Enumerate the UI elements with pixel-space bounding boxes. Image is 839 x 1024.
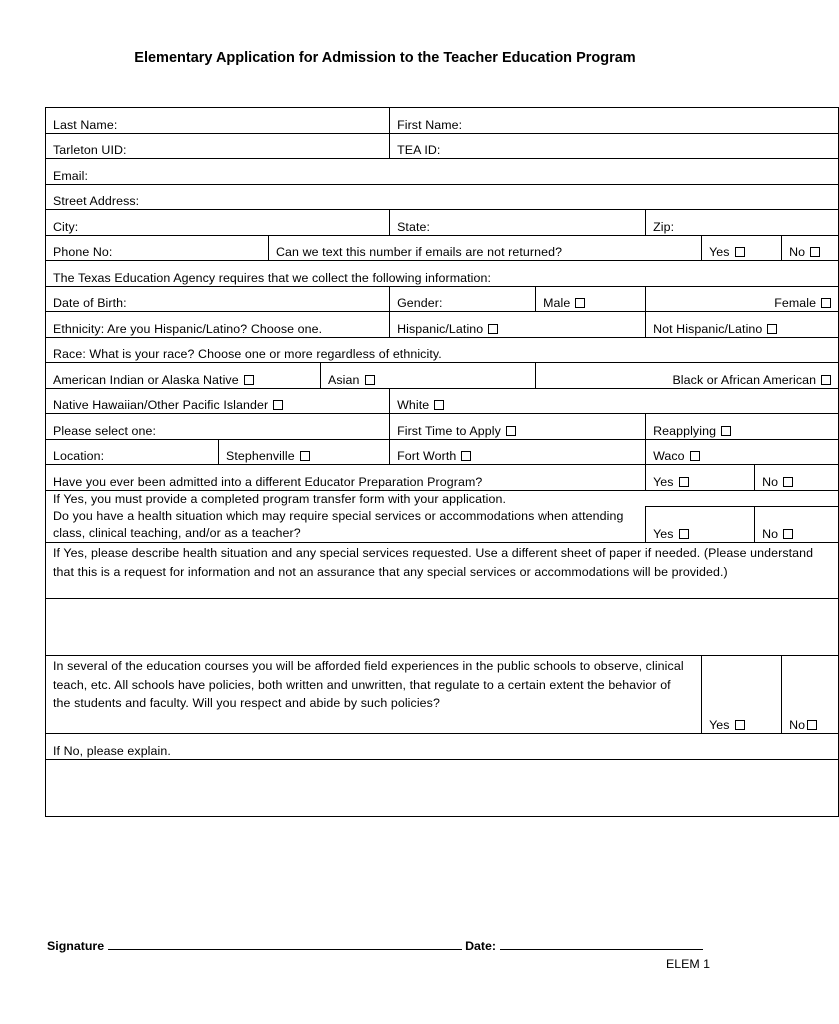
- form-title: Elementary Application for Admission to the Teacher Education Program: [134, 50, 636, 66]
- checkbox-icon[interactable]: [783, 477, 793, 487]
- checkbox-icon[interactable]: [679, 529, 689, 539]
- signature-label: Signature: [47, 939, 105, 953]
- location-label: Location:: [46, 439, 219, 465]
- health-describe-area[interactable]: [46, 599, 839, 656]
- policies-no-option[interactable]: [782, 656, 839, 734]
- pacific-islander-option[interactable]: [46, 388, 390, 414]
- phone-field[interactable]: Phone No:: [46, 235, 269, 261]
- health-no-option[interactable]: [755, 506, 839, 543]
- not-hispanic-label: Not Hispanic/Latino: [653, 321, 763, 336]
- signature-line: [47, 938, 703, 953]
- black-option[interactable]: [536, 363, 839, 389]
- text-yes-label: Yes: [709, 245, 730, 259]
- american-indian-label: American Indian or Alaska Native: [53, 372, 239, 387]
- text-yes-option[interactable]: [702, 235, 782, 261]
- checkbox-icon[interactable]: [821, 375, 831, 385]
- first-name-field[interactable]: First Name:: [390, 108, 839, 134]
- waco-option[interactable]: [646, 439, 839, 465]
- health-yes-label: Yes: [653, 527, 674, 541]
- stephenville-label: Stephenville: [226, 449, 295, 463]
- state-field[interactable]: State:: [390, 210, 646, 236]
- asian-label: Asian: [328, 372, 360, 387]
- checkbox-icon[interactable]: [821, 298, 831, 308]
- checkbox-icon[interactable]: [244, 375, 254, 385]
- text-question: Can we text this number if emails are not returned?: [269, 235, 702, 261]
- black-label: Black or African American: [672, 372, 817, 387]
- checkbox-icon[interactable]: [721, 426, 731, 436]
- american-indian-option[interactable]: [46, 363, 321, 389]
- checkbox-icon[interactable]: [735, 720, 745, 730]
- checkbox-icon[interactable]: [807, 720, 817, 730]
- signature-field[interactable]: [108, 938, 462, 950]
- transfer-note: If Yes, you must provide a completed program transfer form with your application.: [46, 490, 839, 506]
- policies-yes-option[interactable]: [702, 656, 782, 734]
- checkbox-icon[interactable]: [273, 400, 283, 410]
- email-field[interactable]: Email:: [46, 159, 839, 185]
- gender-label: Gender:: [390, 286, 536, 312]
- female-label: Female: [774, 296, 817, 310]
- health-describe-text: If Yes, please describe health situation and any special services requested. Use a different sheet of paper if needed. (Please understand that this is a request for information and not an assurance that any special services or accommodations will be provided.): [46, 543, 839, 599]
- asian-option[interactable]: [321, 363, 536, 389]
- admitted-yes-label: Yes: [653, 474, 674, 489]
- health-question: Do you have a health situation which may require special services or accommodations when attending class, clinical teaching, and/or as a teacher?: [46, 506, 646, 543]
- application-form: [45, 107, 839, 817]
- checkbox-icon[interactable]: [461, 451, 471, 461]
- waco-label: Waco: [653, 449, 685, 463]
- select-one-label: Please select one:: [46, 414, 390, 440]
- pacific-islander-label: Native Hawaiian/Other Pacific Islander: [53, 398, 269, 412]
- checkbox-icon[interactable]: [690, 451, 700, 461]
- tarleton-uid-field[interactable]: Tarleton UID:: [46, 133, 390, 159]
- hispanic-label: Hispanic/Latino: [397, 321, 484, 336]
- date-field[interactable]: [500, 938, 703, 950]
- gender-male-option[interactable]: [536, 286, 646, 312]
- checkbox-icon[interactable]: [735, 247, 745, 257]
- footer-code: ELEM 1: [666, 957, 711, 971]
- ethnicity-question: Ethnicity: Are you Hispanic/Latino? Choose one.: [46, 312, 390, 338]
- gender-female-option[interactable]: [646, 286, 839, 312]
- zip-field[interactable]: Zip:: [646, 210, 839, 236]
- policies-question: In several of the education courses you will be afforded field experiences in the public schools to observe, clinical teach, etc. All schools have policies, both written and unwritten, that regulate to a certain extent the behavior of the students and faculty. Will you respect and abide by such policies?: [46, 656, 702, 734]
- no-explain-area[interactable]: [46, 759, 839, 816]
- street-address-field[interactable]: Street Address:: [46, 184, 839, 210]
- male-label: Male: [543, 296, 571, 310]
- checkbox-icon[interactable]: [575, 298, 585, 308]
- checkbox-icon[interactable]: [767, 324, 777, 334]
- admitted-question: Have you ever been admitted into a different Educator Preparation Program?: [46, 465, 646, 491]
- stephenville-option[interactable]: [219, 439, 390, 465]
- admitted-yes-option[interactable]: [646, 465, 755, 491]
- checkbox-icon[interactable]: [506, 426, 516, 436]
- fort-worth-option[interactable]: [390, 439, 646, 465]
- checkbox-icon[interactable]: [783, 529, 793, 539]
- checkbox-icon[interactable]: [679, 477, 689, 487]
- race-question: Race: What is your race? Choose one or more regardless of ethnicity.: [46, 337, 839, 363]
- first-time-option[interactable]: [390, 414, 646, 440]
- last-name-field[interactable]: Last Name:: [46, 108, 390, 134]
- text-no-label: No: [789, 245, 806, 259]
- tea-notice: The Texas Education Agency requires that we collect the following information:: [46, 261, 839, 287]
- no-explain-label: If No, please explain.: [46, 734, 839, 760]
- hispanic-option[interactable]: [390, 312, 646, 338]
- checkbox-icon[interactable]: [365, 375, 375, 385]
- fort-worth-label: Fort Worth: [397, 449, 457, 463]
- checkbox-icon[interactable]: [488, 324, 498, 334]
- checkbox-icon[interactable]: [810, 247, 820, 257]
- checkbox-icon[interactable]: [300, 451, 310, 461]
- not-hispanic-option[interactable]: [646, 312, 839, 338]
- white-label: White: [397, 398, 430, 412]
- health-yes-option[interactable]: [646, 506, 755, 543]
- white-option[interactable]: [390, 388, 839, 414]
- date-label: Date:: [465, 939, 497, 953]
- policies-yes-label: Yes: [709, 718, 730, 732]
- reapplying-option[interactable]: [646, 414, 839, 440]
- first-time-label: First Time to Apply: [397, 423, 501, 438]
- checkbox-icon[interactable]: [434, 400, 444, 410]
- health-no-label: No: [762, 527, 779, 541]
- city-field[interactable]: City:: [46, 210, 390, 236]
- policies-no-label: No: [789, 718, 806, 732]
- dob-field[interactable]: Date of Birth:: [46, 286, 390, 312]
- text-no-option[interactable]: [782, 235, 839, 261]
- reapplying-label: Reapplying: [653, 423, 717, 438]
- admitted-no-option[interactable]: [755, 465, 839, 491]
- tea-id-field[interactable]: TEA ID:: [390, 133, 839, 159]
- admitted-no-label: No: [762, 474, 779, 489]
